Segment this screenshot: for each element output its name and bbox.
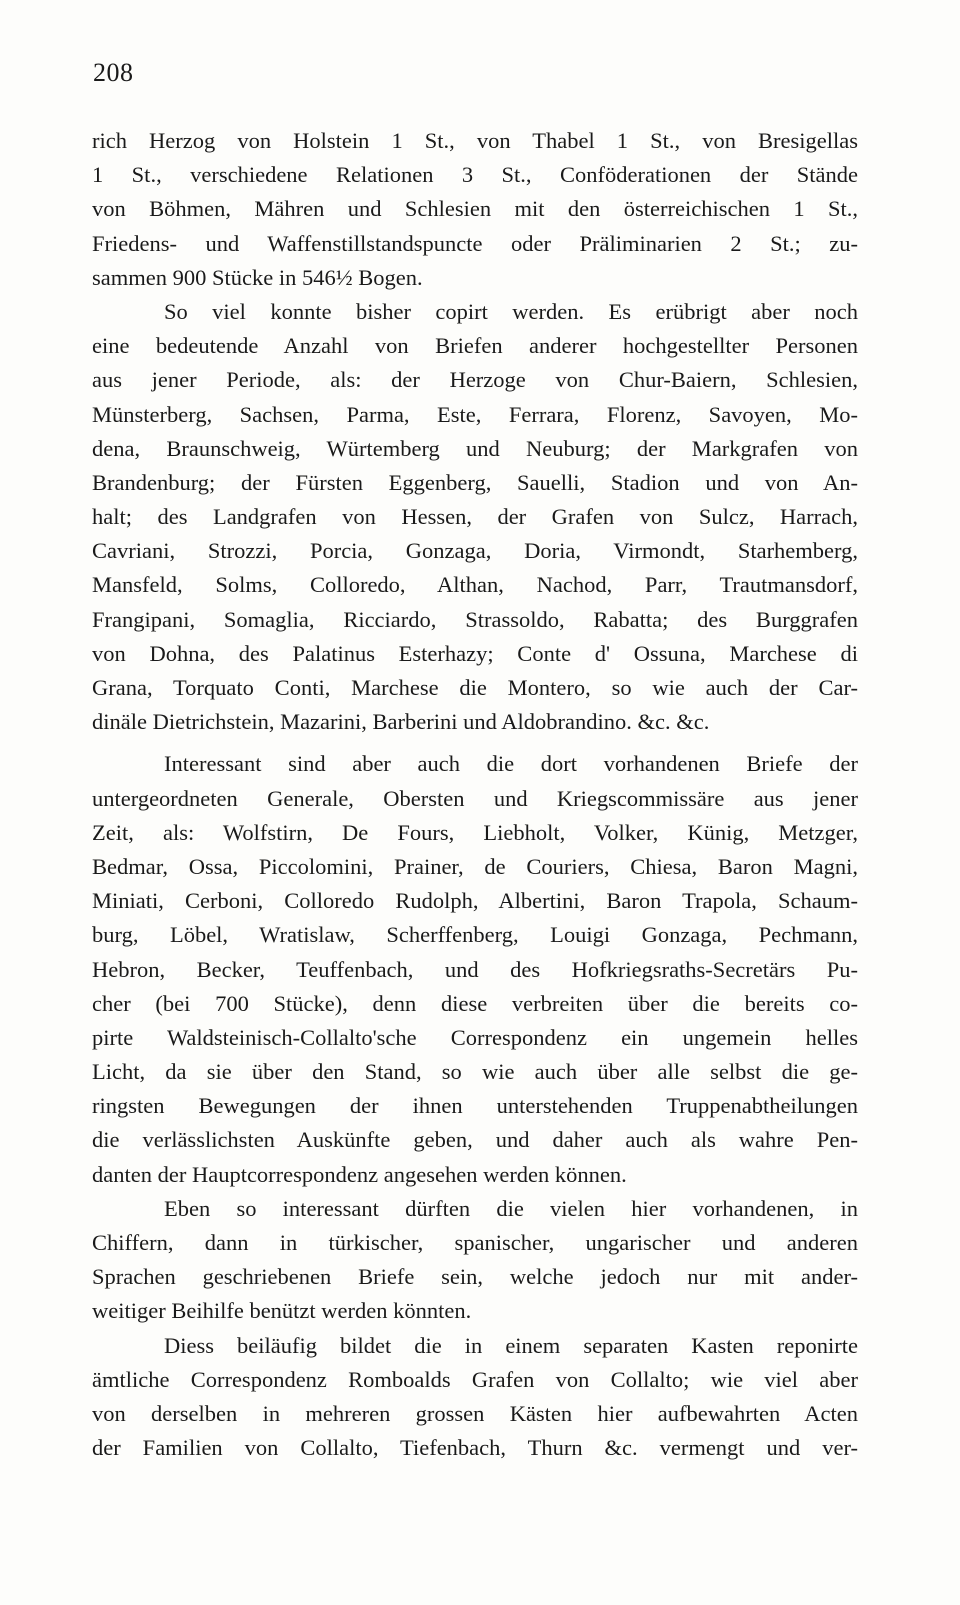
text-line: burg, Löbel, Wratislaw, Scherffenberg, Louigi Gonzaga, Pechmann, [92,922,858,948]
text-line: danten der Hauptcorrespondenz angesehen werden können. [92,1161,627,1187]
text-line: ringsten Bewegungen der ihnen unterstehenden Truppenabtheilungen [92,1093,858,1119]
page-number: 208 [93,58,134,87]
text-line: die verlässlichsten Auskünfte geben, und daher auch als wahre Pen- [92,1127,858,1153]
text-line: halt; des Landgrafen von Hessen, der Grafen von Sulcz, Harrach, [92,504,858,530]
text-line: Zeit, als: Wolfstirn, De Fours, Liebholt, Volker, Künig, Metzger, [92,819,858,845]
text-line: ämtliche Correspondenz Romboalds Grafen von Collalto; wie viel aber [92,1366,858,1392]
text-line: Hebron, Becker, Teuffenbach, und des Hofkriegsraths-Secretärs Pu- [92,956,858,982]
paragraph-spacer [92,739,858,747]
text-line: Bedmar, Ossa, Piccolomini, Prainer, de Couriers, Chiesa, Baron Magni, [92,853,858,879]
text-line: Interessant sind aber auch die dort vorhandenen Briefe der [164,751,858,777]
text-line: Mansfeld, Solms, Colloredo, Althan, Nachod, Parr, Trautmansdorf, [92,572,858,598]
text-line: rich Herzog von Holstein 1 St., von Thabel 1 St., von Bresigellas [92,128,858,153]
text-line: Münsterberg, Sachsen, Parma, Este, Ferrara, Florenz, Savoyen, Mo- [92,401,858,427]
paragraph-4 [92,1192,858,1329]
text-line: eine bedeutende Anzahl von Briefen anderer hochgestellter Personen [92,333,858,359]
text-line: Chiffern, dann in türkischer, spanischer, ungarischer und anderen [92,1230,858,1255]
text-line: sammen 900 Stücke in 546½ Bogen. [92,264,423,290]
text-line: pirte Waldsteinisch-Collalto'sche Correspondenz ein ungemein helles [92,1024,858,1050]
text-line: So viel konnte bisher copirt werden. Es erübrigt aber noch [164,298,858,324]
paragraph-3 [92,747,858,1191]
text-line: von derselben in mehreren grossen Kästen hier aufbewahrten Acten [92,1400,858,1426]
text-line: der Familien von Collalto, Tiefenbach, Thurn &c. vermengt und ver- [92,1435,858,1461]
text-line: Grana, Torquato Conti, Marchese die Montero, so wie auch der Car- [92,675,858,700]
text-line: Brandenburg; der Fürsten Eggenberg, Sauelli, Stadion und von An- [92,469,858,495]
text-line: weitiger Beihilfe benützt werden könnten. [92,1298,472,1324]
body-text [92,124,858,1465]
text-line: dinäle Dietrichstein, Mazarini, Barberini und Aldobrandino. &c. &c. [92,709,710,735]
text-line: aus jener Periode, als: der Herzoge von Chur-Baiern, Schlesien, [92,367,858,393]
text-line: Diess beiläufig bildet die in einem separaten Kasten reponirte [164,1332,858,1358]
text-line: Miniati, Cerboni, Colloredo Rudolph, Albertini, Baron Trapola, Schaum- [92,888,858,914]
text-line: Licht, da sie über den Stand, so wie auch über alle selbst die ge- [92,1059,858,1085]
text-line: Eben so interessant dürften die vielen hier vorhandenen, in [164,1195,858,1221]
text-line: von Böhmen, Mähren und Schlesien mit den österreichischen 1 St., [92,196,858,222]
paragraph-2 [92,295,858,739]
text-line: von Dohna, des Palatinus Esterhazy; Conte d' Ossuna, Marchese di [92,640,858,666]
text-line: Friedens- und Waffenstillstandspuncte oder Präliminarien 2 St.; zu- [92,230,858,256]
text-line: cher (bei 700 Stücke), denn diese verbreiten über die bereits co- [92,990,858,1016]
text-line: Cavriani, Strozzi, Porcia, Gonzaga, Doria, Virmondt, Starhemberg, [92,538,858,564]
paragraph-5 [92,1329,858,1466]
text-line: Frangipani, Somaglia, Ricciardo, Strassoldo, Rabatta; des Burggrafen [92,606,858,632]
paragraph-1 [92,124,858,295]
text-line: dena, Braunschweig, Würtemberg und Neuburg; der Markgrafen von [92,435,858,461]
text-line: 1 St., verschiedene Relationen 3 St., Conföderationen der Stände [92,162,858,188]
text-line: untergeordneten Generale, Obersten und Kriegscommissäre aus jener [92,785,858,811]
text-line: Sprachen geschriebenen Briefe sein, welche jedoch nur mit ander- [92,1264,858,1290]
